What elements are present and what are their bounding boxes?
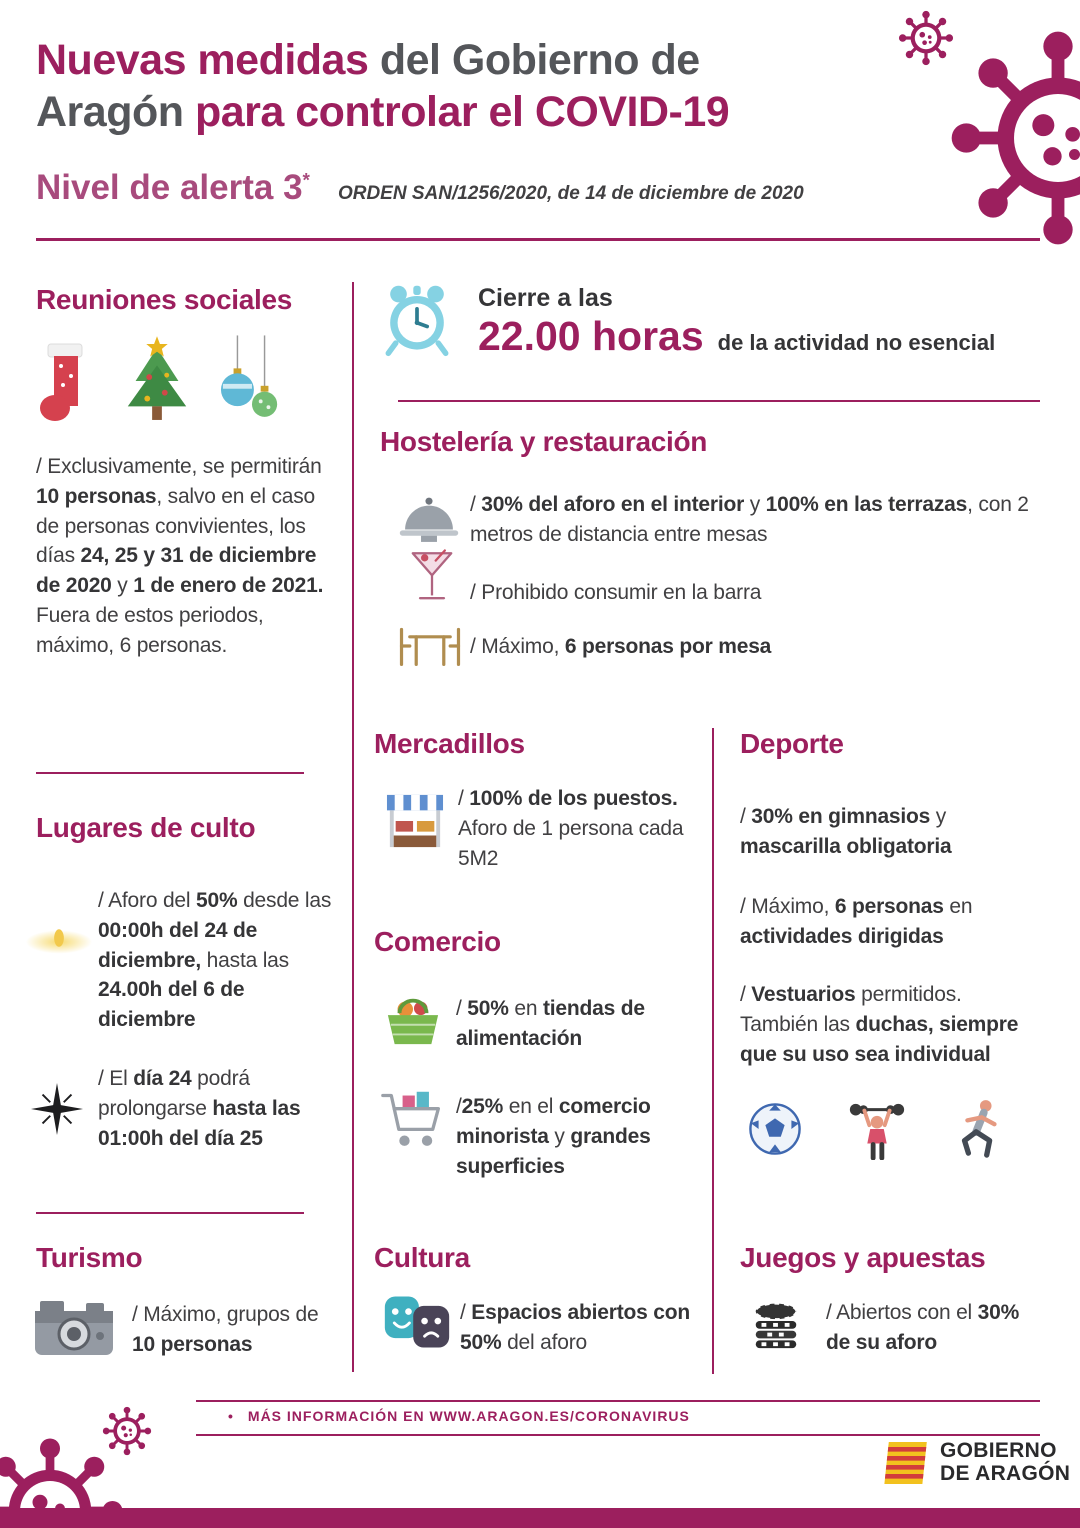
deporte-item-2: / Máximo, 6 personas en actividades dirigidas xyxy=(740,895,973,948)
more-info-text[interactable]: MÁS INFORMACIÓN EN WWW.ARAGON.ES/CORONAVIRUS xyxy=(247,1408,690,1424)
reuniones-body: / Exclusivamente, se permitirán 10 personas, salvo en el caso de personas convivientes, los días 24, 25 y 31 de diciembre de 2020 y 1 de enero de 2021. Fuera de estos periodos, máximo, 6 personas. xyxy=(36,455,324,657)
bullet: • xyxy=(228,1408,234,1424)
virus-icon xyxy=(898,10,954,66)
gobierno-aragon-logo xyxy=(884,1440,1070,1486)
alarm-clock-icon xyxy=(380,282,454,358)
deporte-item-1: / 30% en gimnasios y mascarilla obligatoria xyxy=(740,805,952,858)
hosteleria-item-3: / Máximo, 6 personas por mesa xyxy=(470,635,772,658)
section-title-culto: Lugares de culto xyxy=(36,812,256,843)
section-title-turismo: Turismo xyxy=(36,1242,143,1273)
basket-icon xyxy=(382,990,444,1046)
footer-divider-bottom xyxy=(196,1434,1040,1436)
logo-text xyxy=(940,1440,1070,1485)
footer-divider-top xyxy=(196,1400,1040,1402)
culto-item-1: / Aforo del 50% desde las 00:00h del 24 de diciembre, hasta las 24.00h del 6 de diciembre xyxy=(98,889,332,1032)
christmas-icons-row xyxy=(38,334,282,426)
camera-icon xyxy=(34,1296,114,1358)
turismo-item-1: / Máximo, grupos de 10 personas xyxy=(132,1303,319,1356)
divider xyxy=(36,1212,304,1214)
deporte-item-3: / Vestuarios permitidos. También las duchas, siempre que su uso sea individual xyxy=(740,983,1019,1066)
section-title-comercio: Comercio xyxy=(374,926,501,957)
logo-line2: DE ARAGÓN xyxy=(940,1462,1071,1485)
closure-suffix: de la actividad no esencial xyxy=(717,330,996,355)
candle-icon xyxy=(24,920,94,960)
aragon-flag-icon xyxy=(884,1440,930,1486)
section-title-reuniones: Reuniones sociales xyxy=(36,284,293,315)
virus-icon xyxy=(102,1406,152,1456)
bottom-color-bar xyxy=(0,1508,1080,1528)
section-title-mercadillos: Mercadillos xyxy=(374,728,525,759)
more-info-link[interactable] xyxy=(228,1408,690,1424)
runner-icon xyxy=(952,1098,1006,1160)
cloche-icon xyxy=(398,492,460,544)
sports-icons-row xyxy=(748,1098,1006,1160)
logo-line1: GOBIERNO xyxy=(940,1439,1057,1463)
hosteleria-item-2: / Prohibido consumir en la barra xyxy=(470,581,762,604)
stocking-icon xyxy=(38,342,94,426)
alert-row xyxy=(36,168,804,208)
weightlifter-icon xyxy=(846,1098,908,1160)
section-title-hosteleria: Hostelería y restauración xyxy=(380,426,708,457)
mercadillos-item-1: / 100% de los puestos. Aforo de 1 persona cada 5M2 xyxy=(458,787,684,870)
comercio-item-1: / 50% en tiendas de alimentación xyxy=(456,997,645,1050)
juegos-item-1: / Abiertos con el 30% de su aforo xyxy=(826,1301,1020,1354)
divider xyxy=(398,400,1040,402)
baubles-icon xyxy=(220,334,282,426)
order-reference: ORDEN SAN/1256/2020, de 14 de diciembre de 2020 xyxy=(337,183,804,204)
column-divider xyxy=(712,728,714,1374)
closure-line1: Cierre a las xyxy=(478,284,613,312)
tree-icon xyxy=(120,336,194,426)
hosteleria-item-1: / 30% del aforo en el interior y 100% en las terrazas, con 2 metros de distancia entre mesas xyxy=(470,493,1029,546)
virus-icon xyxy=(948,28,1080,248)
culto-item-2: / El día 24 podrá prolongarse hasta las 01:00h del día 25 xyxy=(98,1067,301,1150)
page-title: Nuevas medidas del Gobierno de Aragón para controlar el COVID-19 xyxy=(36,36,730,137)
sparkle-star-icon xyxy=(30,1082,84,1136)
soccer-ball-icon xyxy=(748,1102,802,1156)
alert-level-text: Nivel de alerta 3 xyxy=(36,168,303,207)
header-divider xyxy=(36,238,1040,241)
alert-level xyxy=(36,168,310,208)
table-chairs-icon xyxy=(396,622,464,670)
column-divider xyxy=(352,282,354,1372)
poker-chips-icon xyxy=(748,1292,804,1352)
comercio-item-2: /25% en el comercio minorista y grandes superficies xyxy=(456,1095,651,1178)
section-title-deporte: Deporte xyxy=(740,728,844,759)
cultura-item-1: / Espacios abiertos con 50% del aforo xyxy=(460,1301,690,1354)
alert-asterisk: * xyxy=(302,170,310,192)
divider xyxy=(36,772,304,774)
market-stall-icon xyxy=(384,792,446,850)
cocktail-icon xyxy=(410,548,454,608)
masks-icon xyxy=(382,1294,452,1350)
closure-row xyxy=(478,313,995,360)
cart-icon xyxy=(380,1088,444,1152)
section-title-juegos: Juegos y apuestas xyxy=(740,1242,986,1273)
closure-block xyxy=(478,284,995,360)
closure-time: 22.00 horas xyxy=(478,313,704,359)
section-title-cultura: Cultura xyxy=(374,1242,470,1273)
